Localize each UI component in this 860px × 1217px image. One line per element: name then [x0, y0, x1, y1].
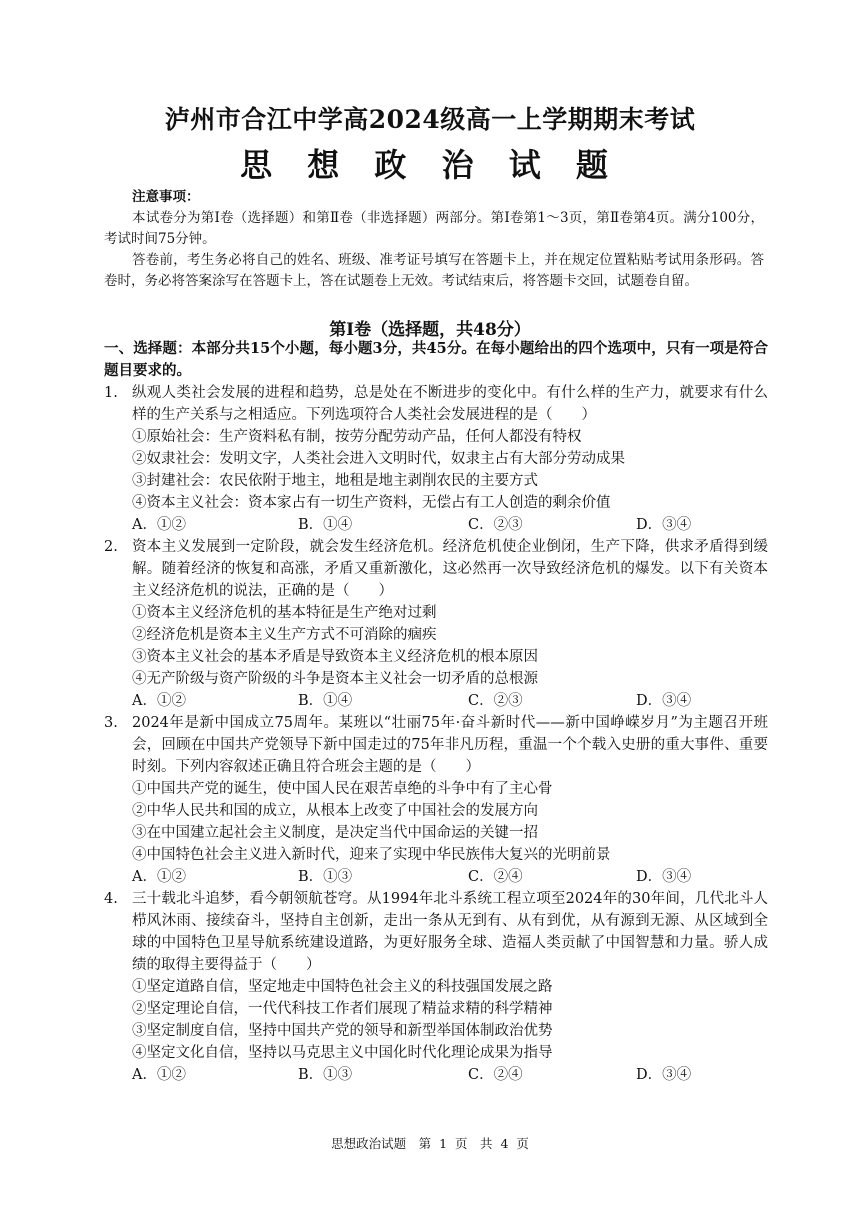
question	[104, 888, 768, 1086]
question	[104, 536, 768, 712]
choice-c: C．②③	[468, 517, 523, 533]
choice-c: C．②④	[468, 1067, 523, 1083]
question-stem: 2024年是新中国成立75周年。某班以“壮丽75年·奋斗新时代——新中国峥嵘岁月”为主题召开班会，回顾在中国共产党领导下新中国走过的75年非凡历程，重温一个个载入史册的重大事件、重要时刻。下列内容叙述正确且符合班会主题的是（ ）	[132, 715, 768, 775]
statement-option: ②经济危机是资本主义生产方式不可消除的痼疾	[132, 627, 437, 643]
question-number: 1.	[104, 385, 118, 401]
question	[104, 712, 768, 888]
question-list	[104, 382, 768, 1086]
statement-option: ①中国共产党的诞生，使中国人民在艰苦卓绝的斗争中有了主心骨	[132, 781, 553, 797]
choice-a: A．①②	[132, 693, 186, 709]
statement-option: ④中国特色社会主义进入新时代，迎来了实现中华民族伟大复兴的光明前景	[132, 847, 611, 863]
choice-d: D．③④	[636, 693, 692, 709]
choice-a: A．①②	[132, 1067, 186, 1083]
question-stem: 纵观人类社会发展的进程和趋势，总是处在不断进步的变化中。有什么样的生产力，就要求有什么样的生产关系与之相适应。下列选项符合人类社会发展进程的是（ ）	[132, 385, 768, 423]
choice-d: D．③④	[636, 869, 692, 885]
question-stem: 三十载北斗追梦，看今朝领航苍穹。从1994年北斗系统工程立项至2024年的30年间，几代北斗人栉风沐雨、接续奋斗，坚持自主创新，走出一条从无到有、从有到优，从有源到无源、从区域到全球的中国特色卫星导航系统建设道路，为更好服务全球、造福人类贡献了中国智慧和力量。骄人成绩的取得主要得益于（ ）	[132, 891, 768, 973]
statement-option: ③资本主义社会的基本矛盾是导致资本主义经济危机的根本原因	[132, 649, 538, 665]
statement-option: ②中华人民共和国的成立，从根本上改变了中国社会的发展方向	[132, 803, 538, 819]
exam-title: 泸州市合江中学高2024级高一上学期期末考试	[164, 105, 696, 134]
notice-heading: 注意事项：	[132, 189, 200, 205]
choice-a: A．①②	[132, 869, 186, 885]
statement-option: ④坚定文化自信，坚持以马克思主义中国化时代化理论成果为指导	[132, 1045, 553, 1061]
question-number: 3.	[104, 715, 118, 731]
choice-c: C．②④	[468, 869, 523, 885]
choice-d: D．③④	[636, 517, 692, 533]
question-number: 2.	[104, 539, 118, 555]
section-title: 第Ⅰ卷（选择题，共48分）	[329, 320, 531, 340]
statement-option: ②坚定理论自信，一代代科技工作者们展现了精益求精的科学精神	[132, 1001, 553, 1017]
choice-a: A．①②	[132, 517, 186, 533]
choice-b: B．①③	[298, 1067, 353, 1083]
statement-option: ②奴隶社会：发明文字，人类社会进入文明时代，奴隶主占有大部分劳动成果	[132, 451, 625, 467]
choice-d: D．③④	[636, 1067, 692, 1083]
statement-option: ④资本主义社会：资本家占有一切生产资料，无偿占有工人创造的剩余价值	[132, 495, 611, 511]
question-number: 4.	[104, 891, 118, 907]
answer-choices	[132, 866, 768, 888]
statement-option: ③在中国建立起社会主义制度，是决定当代中国命运的关键一招	[132, 825, 538, 841]
statement-option: ③坚定制度自信，坚持中国共产党的领导和新型举国体制政治优势	[132, 1023, 553, 1039]
choice-b: B．①④	[298, 517, 353, 533]
notice-paragraph: 本试卷分为第Ⅰ卷（选择题）和第Ⅱ卷（非选择题）两部分。第Ⅰ卷第1～3页，第Ⅱ卷第4页。满分100分，考试时间75分钟。	[104, 210, 764, 247]
statement-option: ③封建社会：农民依附于地主，地租是地主剥削农民的主要方式	[132, 473, 538, 489]
question	[104, 382, 768, 536]
part-instructions: 一、选择题：本部分共15个小题，每小题3分，共45分。在每小题给出的四个选项中，只有一项是符合题目要求的。	[104, 340, 768, 379]
answer-choices	[132, 690, 768, 712]
statement-option: ①资本主义经济危机的基本特征是生产绝对过剩	[132, 605, 437, 621]
notice-paragraph: 答卷前，考生务必将自己的姓名、班级、准考证号填写在答题卡上，并在规定位置粘贴考试用条形码。答卷时，务必将答案涂写在答题卡上，答在试题卷上无效。考试结束后，将答题卡交回，试题卷自留。	[104, 252, 764, 289]
question-stem: 资本主义发展到一定阶段，就会发生经济危机。经济危机使企业倒闭，生产下降，供求矛盾得到缓解。随着经济的恢复和高涨，矛盾又重新激化，这必然再一次导致经济危机的爆发。以下有关资本主义经济危机的说法，正确的是（ ）	[132, 539, 768, 599]
choice-b: B．①③	[298, 869, 353, 885]
subject-title: 思 想 政 治 试 题	[240, 146, 620, 184]
page-footer: 思想政治试题 第 1 页 共 4 页	[331, 1136, 529, 1151]
choice-c: C．②③	[468, 693, 523, 709]
statement-option: ①原始社会：生产资料私有制，按劳分配劳动产品，任何人都没有特权	[132, 429, 582, 445]
statement-option: ④无产阶级与资产阶级的斗争是资本主义社会一切矛盾的总根源	[132, 671, 538, 687]
answer-choices	[132, 1064, 768, 1086]
choice-b: B．①④	[298, 693, 353, 709]
answer-choices	[132, 514, 768, 536]
notice-section	[104, 187, 764, 292]
statement-option: ①坚定道路自信，坚定地走中国特色社会主义的科技强国发展之路	[132, 979, 553, 995]
